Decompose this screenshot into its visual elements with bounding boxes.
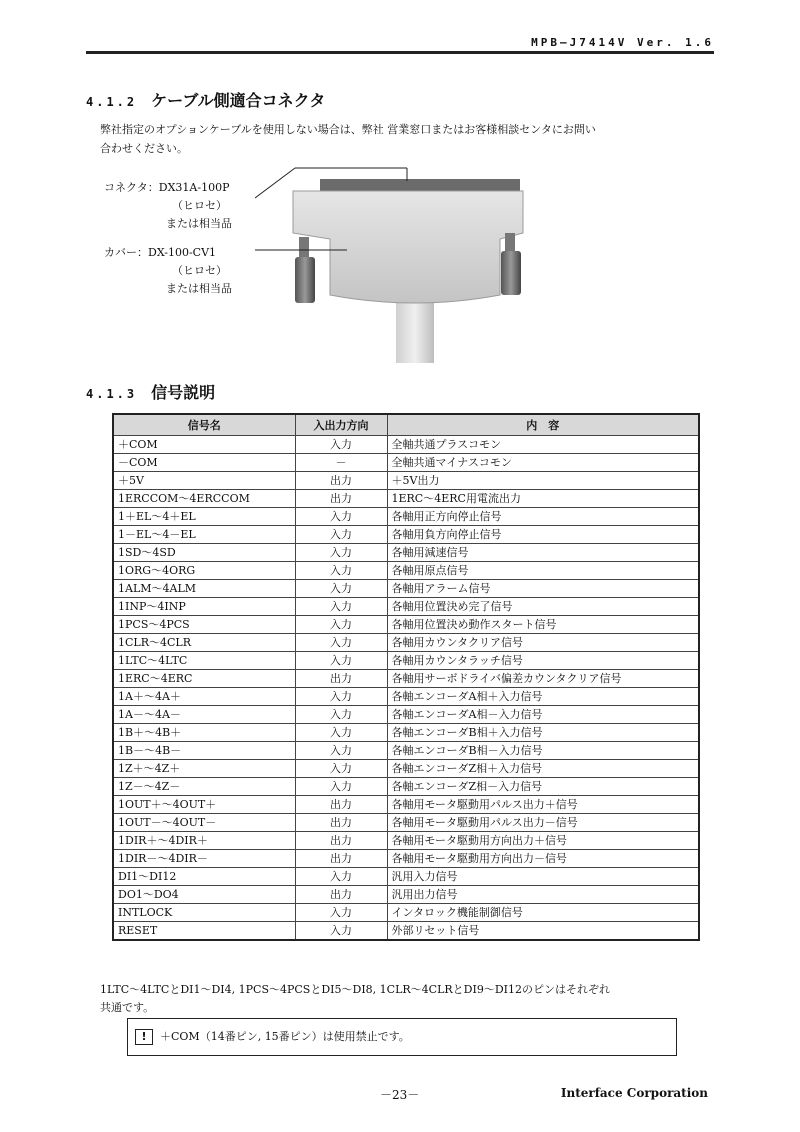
- description-cell: 各軸用減速信号: [387, 544, 699, 562]
- signal-name-cell: 1＋EL～4＋EL: [113, 508, 295, 526]
- direction-cell: 出力: [295, 670, 387, 688]
- direction-cell: 入力: [295, 544, 387, 562]
- table-row: [113, 562, 699, 580]
- header-signal-name: 信号名: [113, 414, 295, 436]
- signal-name-cell: DO1～DO4: [113, 886, 295, 904]
- signal-name-cell: 1A＋～4A＋: [113, 688, 295, 706]
- direction-cell: 入力: [295, 580, 387, 598]
- description-cell: 全軸共通マイナスコモン: [387, 454, 699, 472]
- direction-cell: 入力: [295, 508, 387, 526]
- intro-paragraph-line: 弊社指定のオプションケーブルを使用しない場合は、弊社 営業窓口またはお客様相談センタにお問い: [100, 123, 596, 136]
- direction-cell: 入力: [295, 526, 387, 544]
- direction-cell: 入力: [295, 724, 387, 742]
- table-row: [113, 616, 699, 634]
- table-row: [113, 886, 699, 904]
- cover-maker: （ヒロセ）: [172, 264, 227, 277]
- description-cell: 各軸用カウンタクリア信号: [387, 634, 699, 652]
- description-cell: 外部リセット信号: [387, 922, 699, 941]
- table-row: [113, 454, 699, 472]
- direction-cell: 入力: [295, 904, 387, 922]
- table-row: [113, 526, 699, 544]
- section-number: 4.1.2: [86, 95, 138, 109]
- description-cell: 各軸エンコーダZ相－入力信号: [387, 778, 699, 796]
- table-row: [113, 688, 699, 706]
- signal-name-cell: 1PCS～4PCS: [113, 616, 295, 634]
- intro-paragraph-line: 合わせください。: [100, 142, 188, 155]
- direction-cell: 入力: [295, 778, 387, 796]
- table-row: [113, 724, 699, 742]
- direction-cell: －: [295, 454, 387, 472]
- table-row: [113, 508, 699, 526]
- intro-paragraph: [100, 120, 596, 158]
- direction-cell: 入力: [295, 616, 387, 634]
- direction-cell: 入力: [295, 562, 387, 580]
- description-cell: 1ERC～4ERC用電流出力: [387, 490, 699, 508]
- connector-equivalent: または相当品: [166, 217, 232, 230]
- warning-box: [127, 1018, 677, 1056]
- header-direction: 入出力方向: [295, 414, 387, 436]
- table-row: [113, 652, 699, 670]
- exclamation-icon: !: [135, 1029, 153, 1045]
- warning-text: ＋COM（14番ピン, 15番ピン）は使用禁止です。: [160, 1030, 410, 1043]
- signal-name-cell: 1ORG～4ORG: [113, 562, 295, 580]
- table-row: [113, 814, 699, 832]
- signal-name-cell: ＋5V: [113, 472, 295, 490]
- table-row: [113, 778, 699, 796]
- table-row: [113, 742, 699, 760]
- direction-cell: 入力: [295, 868, 387, 886]
- direction-cell: 入力: [295, 688, 387, 706]
- table-row: [113, 922, 699, 941]
- description-cell: 汎用入力信号: [387, 868, 699, 886]
- direction-cell: 出力: [295, 814, 387, 832]
- description-cell: 各軸エンコーダB相－入力信号: [387, 742, 699, 760]
- section-heading-4-1-3: [86, 380, 215, 403]
- direction-cell: 出力: [295, 796, 387, 814]
- page-number: －23－: [380, 1088, 420, 1102]
- section-heading-4-1-2: [86, 88, 325, 111]
- signal-name-cell: 1－EL～4－EL: [113, 526, 295, 544]
- description-cell: 各軸用モータ駆動用方向出力＋信号: [387, 832, 699, 850]
- description-cell: 各軸エンコーダB相＋入力信号: [387, 724, 699, 742]
- table-row: [113, 832, 699, 850]
- connector-label: [104, 179, 232, 233]
- signal-name-cell: 1ERCCOM～4ERCCOM: [113, 490, 295, 508]
- signal-name-cell: 1ALM～4ALM: [113, 580, 295, 598]
- signal-name-cell: 1B－～4B－: [113, 742, 295, 760]
- cover-equivalent: または相当品: [166, 282, 232, 295]
- direction-cell: 出力: [295, 472, 387, 490]
- description-cell: 各軸用アラーム信号: [387, 580, 699, 598]
- table-row: [113, 598, 699, 616]
- table-row: [113, 544, 699, 562]
- signal-name-cell: 1SD～4SD: [113, 544, 295, 562]
- description-cell: 各軸用位置決め完了信号: [387, 598, 699, 616]
- signal-name-cell: 1ERC～4ERC: [113, 670, 295, 688]
- connector-photo: [255, 163, 530, 363]
- header-description: 内 容: [387, 414, 699, 436]
- signal-name-cell: DI1～DI12: [113, 868, 295, 886]
- cover-part: カバー：DX-100-CV1: [104, 246, 217, 259]
- description-cell: 各軸用負方向停止信号: [387, 526, 699, 544]
- table-row: [113, 436, 699, 454]
- description-cell: 各軸用位置決め動作スタート信号: [387, 616, 699, 634]
- signal-name-cell: 1LTC～4LTC: [113, 652, 295, 670]
- table-row: [113, 760, 699, 778]
- cover-label: [104, 244, 232, 298]
- signal-name-cell: ＋COM: [113, 436, 295, 454]
- description-cell: 各軸用モータ駆動用パルス出力＋信号: [387, 796, 699, 814]
- description-cell: 各軸用原点信号: [387, 562, 699, 580]
- direction-cell: 入力: [295, 760, 387, 778]
- direction-cell: 出力: [295, 886, 387, 904]
- direction-cell: 入力: [295, 634, 387, 652]
- table-row: [113, 796, 699, 814]
- description-cell: 各軸用サーボドライバ偏差カウンタクリア信号: [387, 670, 699, 688]
- note-line: 共通です。: [100, 1001, 155, 1014]
- table-row: [113, 490, 699, 508]
- direction-cell: 入力: [295, 742, 387, 760]
- signal-name-cell: 1Z＋～4Z＋: [113, 760, 295, 778]
- description-cell: 汎用出力信号: [387, 886, 699, 904]
- signal-name-cell: 1INP～4INP: [113, 598, 295, 616]
- signal-name-cell: 1OUT＋～4OUT＋: [113, 796, 295, 814]
- signal-name-cell: 1DIR－～4DIR－: [113, 850, 295, 868]
- section-title: ケーブル側適合コネクタ: [151, 91, 326, 110]
- direction-cell: 入力: [295, 436, 387, 454]
- connector-part: コネクタ：DX31A-100P: [104, 181, 230, 194]
- signal-name-cell: 1Z－～4Z－: [113, 778, 295, 796]
- signal-table: [112, 413, 700, 941]
- signal-table-body: [113, 436, 699, 941]
- direction-cell: 入力: [295, 706, 387, 724]
- description-cell: 全軸共通プラスコモン: [387, 436, 699, 454]
- direction-cell: 入力: [295, 652, 387, 670]
- signal-name-cell: 1A－～4A－: [113, 706, 295, 724]
- description-cell: 各軸用モータ駆動用パルス出力－信号: [387, 814, 699, 832]
- table-row: [113, 904, 699, 922]
- signal-name-cell: RESET: [113, 922, 295, 941]
- direction-cell: 出力: [295, 850, 387, 868]
- shared-pin-note: [100, 981, 610, 1017]
- direction-cell: 出力: [295, 490, 387, 508]
- signal-name-cell: 1OUT－～4OUT－: [113, 814, 295, 832]
- table-row: [113, 850, 699, 868]
- table-row: [113, 670, 699, 688]
- table-header-row: [113, 414, 699, 436]
- description-cell: ＋5V出力: [387, 472, 699, 490]
- table-row: [113, 472, 699, 490]
- table-row: [113, 634, 699, 652]
- signal-name-cell: INTLOCK: [113, 904, 295, 922]
- signal-name-cell: 1B＋～4B＋: [113, 724, 295, 742]
- direction-cell: 入力: [295, 922, 387, 941]
- description-cell: 各軸エンコーダA相＋入力信号: [387, 688, 699, 706]
- description-cell: 各軸用モータ駆動用方向出力－信号: [387, 850, 699, 868]
- document-version: MPB—J7414V Ver. 1.6: [531, 36, 714, 49]
- table-row: [113, 868, 699, 886]
- company-name: Interface Corporation: [560, 1086, 708, 1100]
- table-row: [113, 580, 699, 598]
- signal-name-cell: 1CLR～4CLR: [113, 634, 295, 652]
- signal-name-cell: 1DIR＋～4DIR＋: [113, 832, 295, 850]
- connector-maker: （ヒロセ）: [172, 199, 227, 212]
- description-cell: インタロック機能制御信号: [387, 904, 699, 922]
- header-rule: [86, 51, 714, 54]
- table-row: [113, 706, 699, 724]
- description-cell: 各軸用正方向停止信号: [387, 508, 699, 526]
- note-line: 1LTC～4LTCとDI1～DI4, 1PCS～4PCSとDI5～DI8, 1CLR～4CLRとDI9～DI12のピンはそれぞれ: [100, 983, 610, 996]
- direction-cell: 入力: [295, 598, 387, 616]
- section-title: 信号説明: [151, 383, 216, 402]
- description-cell: 各軸エンコーダA相－入力信号: [387, 706, 699, 724]
- description-cell: 各軸エンコーダZ相＋入力信号: [387, 760, 699, 778]
- signal-name-cell: －COM: [113, 454, 295, 472]
- direction-cell: 出力: [295, 832, 387, 850]
- description-cell: 各軸用カウンタラッチ信号: [387, 652, 699, 670]
- section-number: 4.1.3: [86, 387, 138, 401]
